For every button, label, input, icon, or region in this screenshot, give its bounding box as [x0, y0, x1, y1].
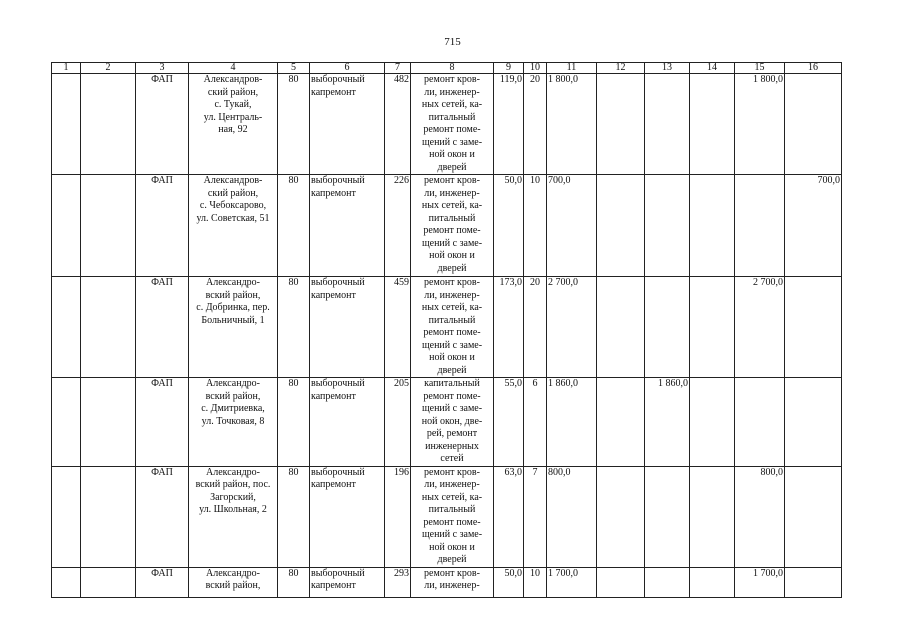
column-number-9: 9: [494, 63, 524, 74]
column-number-7: 7: [385, 63, 411, 74]
empty-cell: [81, 175, 136, 277]
work-description-line: ной окон, две-: [421, 415, 483, 427]
column-number-14: 14: [690, 63, 735, 74]
address-line: вский район,: [205, 580, 261, 591]
work-description-line: инженерных: [425, 440, 479, 452]
object-type: ФАП: [136, 567, 189, 597]
address-line: вский район,: [205, 390, 261, 402]
work-type-line: капремонт: [311, 580, 356, 591]
percent-value: 80: [278, 175, 310, 277]
col-13-value: [645, 277, 690, 378]
table-row: [52, 277, 842, 378]
table-row: [52, 74, 842, 175]
empty-cell: [81, 74, 136, 175]
column-number-3: 3: [136, 63, 189, 74]
address-line: Александро-: [205, 378, 261, 389]
col-15-value: [735, 175, 785, 277]
column-number-8: 8: [411, 63, 494, 74]
cost-value: 63,0: [494, 466, 524, 567]
column-number-2: 2: [81, 63, 136, 74]
column-number-16: 16: [785, 63, 842, 74]
total-value: 700,0: [547, 175, 597, 277]
work-description: [411, 567, 494, 597]
work-description-line: ремонт поме-: [423, 327, 481, 338]
work-description-line: ли, инженер-: [424, 289, 480, 301]
work-type-line: капремонт: [311, 187, 356, 199]
col-13-value: 1 860,0: [645, 378, 690, 467]
work-description-line: дверей: [437, 262, 467, 274]
address-line: ский район,: [207, 86, 259, 98]
column-number-13: 13: [645, 63, 690, 74]
col-13-value: [645, 567, 690, 597]
work-description-line: ных сетей, ка-: [421, 302, 483, 313]
area-value: 205: [385, 378, 411, 467]
percent-value: 80: [278, 277, 310, 378]
address-line: Александро-: [205, 466, 261, 478]
address-line: вский район, пос.: [195, 479, 271, 490]
address-line: с. Чебоксарово,: [199, 200, 267, 211]
col-15-value: 800,0: [735, 466, 785, 567]
work-description: [411, 277, 494, 378]
empty-cell: [52, 567, 81, 597]
total-value: 2 700,0: [547, 277, 597, 378]
work-type-line: капремонт: [311, 86, 356, 98]
address-line: ная, 92: [218, 124, 248, 135]
work-description-line: ной окон и: [429, 541, 475, 553]
work-type-line: выборочный: [311, 378, 365, 389]
work-description-line: дверей: [437, 554, 467, 565]
col-14-value: [690, 466, 735, 567]
col-13-value: [645, 175, 690, 277]
address-line: вский район,: [205, 289, 261, 301]
work-description-line: питальный: [428, 314, 476, 326]
column-number-1: 1: [52, 63, 81, 74]
work-type: [310, 378, 385, 467]
work-type-line: капремонт: [311, 390, 356, 402]
work-description-line: рей, ремонт: [426, 428, 478, 439]
address-line: ул. Точковая, 8: [201, 415, 265, 427]
column-number-12: 12: [597, 63, 645, 74]
work-description-line: питальный: [428, 212, 476, 224]
col-13-value: [645, 74, 690, 175]
total-value: 1 700,0: [547, 567, 597, 597]
column-number-5: 5: [278, 63, 310, 74]
column-number-11: 11: [547, 63, 597, 74]
address: [189, 466, 278, 567]
table-row: [52, 567, 842, 597]
address-line: Александров-: [203, 74, 263, 85]
address-line: с. Добринка, пер.: [196, 302, 270, 313]
address-line: с. Тукай,: [214, 99, 252, 110]
address-line: ул. Централь-: [203, 111, 263, 123]
work-description-line: ных сетей, ка-: [421, 200, 483, 211]
cost-value: 119,0: [494, 74, 524, 175]
work-description-line: капитальный: [424, 378, 480, 389]
work-type: [310, 466, 385, 567]
work-type-line: выборочный: [311, 175, 365, 186]
work-description-line: ремонт поме-: [423, 390, 481, 402]
empty-cell: [52, 466, 81, 567]
months-value: 20: [524, 277, 547, 378]
work-description-line: ремонт кров-: [424, 567, 480, 579]
address-line: ул. Школьная, 2: [199, 504, 267, 515]
work-type: [310, 567, 385, 597]
work-description-line: щений с заме-: [421, 237, 483, 249]
col-16-value: [785, 277, 842, 378]
col-12-value: [597, 466, 645, 567]
empty-cell: [81, 466, 136, 567]
work-description-line: питальный: [428, 504, 476, 515]
col-16-value: [785, 378, 842, 467]
address-line: ул. Советская, 51: [196, 212, 270, 224]
col-15-value: 1 800,0: [735, 74, 785, 175]
cost-value: 55,0: [494, 378, 524, 467]
work-description-line: щений с заме-: [421, 403, 483, 414]
object-type: ФАП: [136, 175, 189, 277]
work-description-line: дверей: [437, 364, 467, 376]
work-type: [310, 74, 385, 175]
work-description-line: щений с заме-: [421, 136, 483, 148]
address: [189, 175, 278, 277]
percent-value: 80: [278, 378, 310, 467]
col-16-value: [785, 74, 842, 175]
work-type-line: капремонт: [311, 289, 356, 301]
work-description: [411, 378, 494, 467]
empty-cell: [52, 74, 81, 175]
work-description-line: щений с заме-: [421, 339, 483, 351]
object-type: ФАП: [136, 466, 189, 567]
empty-cell: [52, 175, 81, 277]
address-line: Александро-: [205, 277, 261, 288]
work-type: [310, 277, 385, 378]
empty-cell: [52, 277, 81, 378]
col-12-value: [597, 74, 645, 175]
table-row: [52, 378, 842, 467]
work-type-line: выборочный: [311, 567, 365, 579]
total-value: 1 860,0: [547, 378, 597, 467]
column-number-4: 4: [189, 63, 278, 74]
cost-value: 50,0: [494, 567, 524, 597]
work-description: [411, 74, 494, 175]
empty-cell: [81, 378, 136, 467]
col-15-value: 2 700,0: [735, 277, 785, 378]
months-value: 10: [524, 567, 547, 597]
address-line: Загорский,: [210, 491, 256, 503]
address-line: Александро-: [205, 567, 261, 579]
column-number-15: 15: [735, 63, 785, 74]
address-line: Больничный, 1: [201, 314, 265, 326]
work-description-line: ной окон и: [429, 352, 475, 363]
col-15-value: [735, 378, 785, 467]
col-14-value: [690, 567, 735, 597]
area-value: 482: [385, 74, 411, 175]
col-12-value: [597, 277, 645, 378]
column-number-10: 10: [524, 63, 547, 74]
col-12-value: [597, 175, 645, 277]
work-type-line: капремонт: [311, 479, 356, 490]
months-value: 7: [524, 466, 547, 567]
percent-value: 80: [278, 567, 310, 597]
work-description-line: ной окон и: [429, 250, 475, 261]
months-value: 6: [524, 378, 547, 467]
cost-value: 173,0: [494, 277, 524, 378]
col-13-value: [645, 466, 690, 567]
work-description-line: ли, инженер-: [424, 86, 480, 98]
column-number-6: 6: [310, 63, 385, 74]
empty-cell: [52, 378, 81, 467]
work-description-line: ной окон и: [429, 149, 475, 160]
cost-value: 50,0: [494, 175, 524, 277]
object-type: ФАП: [136, 378, 189, 467]
object-type: ФАП: [136, 74, 189, 175]
address: [189, 567, 278, 597]
area-value: 196: [385, 466, 411, 567]
percent-value: 80: [278, 466, 310, 567]
work-description-line: ли, инженер-: [424, 479, 480, 490]
area-value: 293: [385, 567, 411, 597]
object-type: ФАП: [136, 277, 189, 378]
work-description-line: ремонт поме-: [423, 225, 481, 236]
col-14-value: [690, 277, 735, 378]
work-description-line: щений с заме-: [421, 529, 483, 540]
col-15-value: 1 700,0: [735, 567, 785, 597]
work-description-line: ремонт кров-: [424, 175, 480, 186]
empty-cell: [81, 567, 136, 597]
work-description-line: ли, инженер-: [424, 580, 480, 591]
col-16-value: [785, 567, 842, 597]
col-12-value: [597, 378, 645, 467]
col-12-value: [597, 567, 645, 597]
work-description-line: ных сетей, ка-: [421, 99, 483, 110]
work-description-line: питальный: [428, 111, 476, 123]
col-16-value: 700,0: [785, 175, 842, 277]
column-number-row: [52, 63, 842, 74]
work-description-line: ремонт поме-: [423, 516, 481, 528]
col-16-value: [785, 466, 842, 567]
address: [189, 277, 278, 378]
work-description: [411, 175, 494, 277]
col-14-value: [690, 74, 735, 175]
work-type-line: выборочный: [311, 466, 365, 478]
work-description-line: ремонт поме-: [423, 124, 481, 135]
area-value: 459: [385, 277, 411, 378]
work-description-line: ремонт кров-: [424, 74, 480, 85]
work-description-line: сетей: [440, 453, 464, 464]
work-description-line: ных сетей, ка-: [421, 491, 483, 503]
work-type-line: выборочный: [311, 74, 365, 85]
table-row: [52, 466, 842, 567]
col-14-value: [690, 378, 735, 467]
total-value: 800,0: [547, 466, 597, 567]
address-line: с. Дмитриевка,: [201, 403, 265, 414]
address-line: Александров-: [203, 175, 263, 186]
address-line: ский район,: [207, 187, 259, 199]
work-description-line: ремонт кров-: [424, 466, 480, 478]
work-type: [310, 175, 385, 277]
col-14-value: [690, 175, 735, 277]
months-value: 20: [524, 74, 547, 175]
page-number: 715: [444, 36, 461, 48]
table-row: [52, 175, 842, 277]
work-description-line: ремонт кров-: [424, 277, 480, 288]
months-value: 10: [524, 175, 547, 277]
empty-cell: [81, 277, 136, 378]
percent-value: 80: [278, 74, 310, 175]
area-value: 226: [385, 175, 411, 277]
address: [189, 378, 278, 467]
total-value: 1 800,0: [547, 74, 597, 175]
work-description-line: дверей: [437, 161, 467, 173]
work-description-line: ли, инженер-: [424, 187, 480, 199]
repair-program-table: [51, 62, 842, 598]
work-description: [411, 466, 494, 567]
work-type-line: выборочный: [311, 277, 365, 288]
address: [189, 74, 278, 175]
